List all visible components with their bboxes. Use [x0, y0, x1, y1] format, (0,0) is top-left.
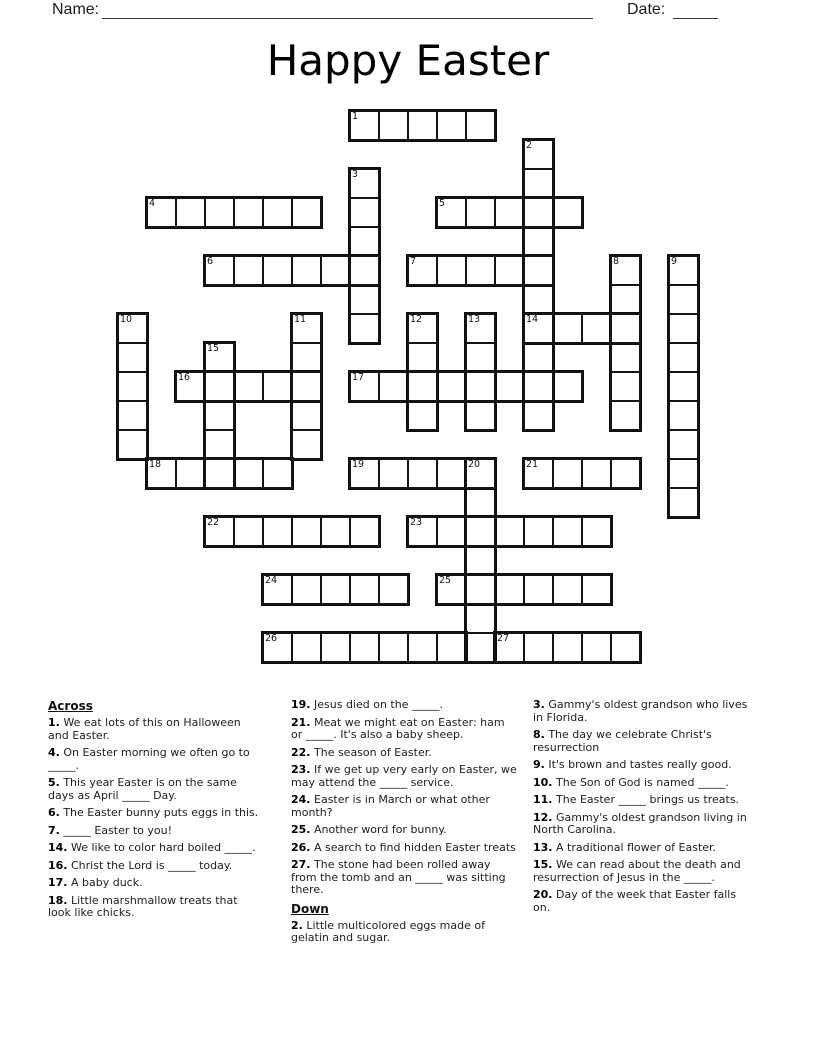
cell-number: 20 [468, 459, 481, 470]
grid-cell[interactable] [523, 197, 554, 228]
name-label: Name: [52, 1, 100, 18]
clue-16: 16. Christ the Lord is _____ today. [48, 858, 233, 872]
grid-cell[interactable] [291, 371, 322, 402]
grid-cell[interactable] [262, 371, 293, 402]
grid-cell[interactable] [552, 458, 583, 489]
page-title: Happy Easter [266, 36, 550, 85]
grid-cell[interactable] [523, 400, 554, 431]
grid-cell[interactable] [407, 400, 438, 431]
grid-cell[interactable] [204, 429, 235, 460]
grid-cell[interactable] [494, 516, 525, 547]
grid-cell[interactable] [117, 371, 148, 402]
grid-cell[interactable] [349, 284, 380, 315]
grid-cell[interactable] [465, 487, 496, 518]
grid-cell[interactable] [523, 371, 554, 402]
grid-cell[interactable] [465, 371, 496, 402]
grid-cell[interactable] [262, 516, 293, 547]
grid-cell[interactable] [523, 574, 554, 605]
grid-cell[interactable] [465, 342, 496, 373]
grid-cell[interactable] [320, 255, 351, 286]
grid-cell[interactable] [349, 516, 380, 547]
cell-number: 15 [207, 343, 220, 354]
grid-cell[interactable] [233, 516, 264, 547]
cell-number: 21 [526, 459, 539, 470]
grid-cell[interactable] [407, 458, 438, 489]
grid-cell[interactable] [204, 197, 235, 228]
clue-22: 22. The season of Easter. [291, 745, 432, 759]
grid-cell[interactable] [610, 342, 641, 373]
grid-cell[interactable] [349, 313, 380, 344]
grid-cell[interactable] [291, 574, 322, 605]
clue-5: 5. This year Easter is on the same days as April _____ Day. [48, 776, 237, 802]
grid-cell[interactable] [262, 458, 293, 489]
cell-number: 14 [526, 314, 539, 325]
grid-cell[interactable] [523, 342, 554, 373]
grid-cell[interactable] [523, 226, 554, 257]
cell-number: 26 [265, 633, 278, 644]
clue-column-3 [533, 699, 749, 919]
grid-cell[interactable] [436, 110, 467, 141]
clue-12: 12. Gammy's oldest grandson living in North Carolina. [533, 810, 747, 836]
grid-cell[interactable] [117, 342, 148, 373]
grid-cell[interactable] [117, 429, 148, 460]
cell-number: 12 [410, 314, 423, 325]
grid-cell[interactable] [523, 632, 554, 663]
grid-cell[interactable] [175, 458, 206, 489]
cell-number: 16 [178, 372, 191, 383]
grid-cell[interactable] [552, 632, 583, 663]
grid-cell[interactable] [262, 197, 293, 228]
clue-heading-across: Across [48, 699, 93, 713]
clue-25: 25. Another word for bunny. [291, 823, 447, 836]
cell-number: 9 [671, 256, 678, 267]
clue-9: 9. It's brown and tastes really good. [533, 758, 732, 771]
grid-cell[interactable] [465, 255, 496, 286]
grid-cell[interactable] [349, 574, 380, 605]
grid-cell[interactable] [407, 632, 438, 663]
clue-11: 11. The Easter _____ brings us treats. [533, 793, 740, 806]
clue-21: 21. Meat we might eat on Easter: ham or _____. It's also a baby sheep. [291, 715, 505, 741]
grid-cell[interactable] [494, 197, 525, 228]
grid-cell[interactable] [204, 371, 235, 402]
grid-cell[interactable] [291, 342, 322, 373]
cell-number: 27 [497, 633, 510, 644]
clue-19: 19. Jesus died on the _____. [291, 698, 443, 711]
grid-cell[interactable] [291, 429, 322, 460]
grid-cell[interactable] [378, 458, 409, 489]
grid-cell[interactable] [668, 371, 699, 402]
grid-cell[interactable] [668, 342, 699, 373]
clue-6: 6. The Easter bunny puts eggs in this. [48, 806, 259, 819]
grid-cell[interactable] [175, 197, 206, 228]
grid-cell[interactable] [233, 197, 264, 228]
grid-cell[interactable] [291, 516, 322, 547]
clue-20: 20. Day of the week that Easter falls on. [533, 888, 737, 914]
grid-cell[interactable] [233, 371, 264, 402]
cell-number: 5 [439, 198, 446, 209]
clue-2: 2. Little multicolored eggs made of gelatin and sugar. [291, 918, 485, 944]
grid-cell[interactable] [581, 458, 612, 489]
grid-cell[interactable] [291, 632, 322, 663]
clue-1: 1. We eat lots of this on Halloween and Easter. [48, 716, 241, 742]
grid-cell[interactable] [407, 110, 438, 141]
clue-8: 8. The day we celebrate Christ's resurrection [533, 728, 712, 754]
grid-cell[interactable] [378, 371, 409, 402]
grid-cell[interactable] [291, 255, 322, 286]
grid-cell[interactable] [465, 545, 496, 576]
grid-cell[interactable] [436, 516, 467, 547]
grid-cell[interactable] [320, 516, 351, 547]
grid-cell[interactable] [523, 168, 554, 199]
cell-number: 10 [120, 314, 133, 325]
grid-cell[interactable] [349, 197, 380, 228]
grid-cell[interactable] [610, 400, 641, 431]
clue-column-2 [291, 699, 519, 950]
clue-3: 3. Gammy's oldest grandson who lives in Florida. [533, 698, 748, 724]
clue-26: 26. A search to find hidden Easter treats [291, 840, 516, 854]
grid-cell[interactable] [581, 574, 612, 605]
grid-cell[interactable] [610, 371, 641, 402]
grid-cell[interactable] [436, 632, 467, 663]
grid-cell[interactable] [552, 574, 583, 605]
grid-cell[interactable] [436, 255, 467, 286]
cell-number: 19 [352, 459, 365, 470]
grid-cell[interactable] [552, 516, 583, 547]
grid-cell[interactable] [581, 516, 612, 547]
grid-cell[interactable] [320, 632, 351, 663]
grid-cell[interactable] [523, 516, 554, 547]
grid-cell[interactable] [465, 400, 496, 431]
date-label: Date: [627, 1, 666, 18]
cell-number: 24 [265, 575, 278, 586]
clue-27: 27. The stone had been rolled away from the tomb and an _____ was sitting there. [291, 858, 506, 896]
cell-number: 3 [352, 169, 359, 180]
grid-cell[interactable] [552, 197, 583, 228]
grid-cell[interactable] [465, 603, 496, 634]
grid-cell[interactable] [407, 342, 438, 373]
clue-17: 17. A baby duck. [48, 876, 143, 889]
cell-number: 18 [149, 459, 162, 470]
grid-cell[interactable] [494, 371, 525, 402]
grid-cell[interactable] [233, 458, 264, 489]
grid-cell[interactable] [349, 255, 380, 286]
grid-cell[interactable] [465, 516, 496, 547]
grid-cell[interactable] [349, 632, 380, 663]
grid-cell[interactable] [204, 400, 235, 431]
grid-cell[interactable] [233, 255, 264, 286]
grid-cell[interactable] [668, 284, 699, 315]
clue-heading-down: Down [291, 901, 329, 916]
grid-cell[interactable] [465, 197, 496, 228]
grid-cell[interactable] [465, 574, 496, 605]
cell-number: 22 [207, 517, 220, 528]
grid-cell[interactable] [465, 110, 496, 141]
cell-number: 6 [207, 256, 214, 267]
grid-cell[interactable] [291, 400, 322, 431]
clue-13: 13. A traditional flower of Easter. [533, 840, 717, 854]
cell-number: 11 [294, 314, 307, 325]
grid-cell[interactable] [668, 487, 699, 518]
grid-cell[interactable] [494, 574, 525, 605]
cell-number: 25 [439, 575, 452, 586]
grid-cell[interactable] [610, 458, 641, 489]
grid-cell[interactable] [523, 284, 554, 315]
grid-cell[interactable] [552, 313, 583, 344]
grid-cell[interactable] [668, 313, 699, 344]
grid-cell[interactable] [552, 371, 583, 402]
grid-cell[interactable] [204, 458, 235, 489]
clue-15: 15. We can read about the death and resurrection of Jesus in the _____. [533, 858, 741, 884]
grid-cell[interactable] [465, 632, 496, 663]
clue-18: 18. Little marshmallow treats that look like chicks. [48, 893, 238, 919]
grid-cell[interactable] [378, 110, 409, 141]
cell-number: 2 [526, 140, 533, 151]
grid-cell[interactable] [581, 313, 612, 344]
grid-cell[interactable] [349, 226, 380, 257]
grid-cell[interactable] [436, 371, 467, 402]
cell-number: 13 [468, 314, 481, 325]
grid-cell[interactable] [320, 574, 351, 605]
cell-number: 8 [613, 256, 620, 267]
grid-cell[interactable] [610, 313, 641, 344]
grid-cell[interactable] [523, 255, 554, 286]
grid-cell[interactable] [262, 255, 293, 286]
clue-23: 23. If we get up very early on Easter, we may attend the _____ service. [291, 763, 517, 789]
cell-number: 7 [410, 256, 417, 267]
clue-7: 7. _____ Easter to you! [48, 823, 173, 837]
grid-cell[interactable] [117, 400, 148, 431]
cell-number: 4 [149, 198, 156, 209]
grid-cell[interactable] [610, 284, 641, 315]
clue-24: 24. Easter is in March or what other month? [291, 793, 490, 819]
clue-10: 10. The Son of God is named _____. [533, 775, 729, 789]
cell-number: 17 [352, 372, 365, 383]
grid-cell[interactable] [378, 632, 409, 663]
grid-cell[interactable] [581, 632, 612, 663]
grid-cell[interactable] [291, 197, 322, 228]
grid-cell[interactable] [668, 400, 699, 431]
cell-number: 1 [352, 111, 359, 122]
grid-cell[interactable] [407, 371, 438, 402]
grid-cell[interactable] [668, 429, 699, 460]
grid-cell[interactable] [378, 574, 409, 605]
grid-cell[interactable] [610, 632, 641, 663]
grid-cell[interactable] [494, 255, 525, 286]
clue-column-1 [48, 699, 262, 925]
clue-14: 14. We like to color hard boiled _____. [48, 841, 256, 854]
cell-number: 23 [410, 517, 423, 528]
grid-cell[interactable] [668, 458, 699, 489]
clue-4: 4. On Easter morning we often go to _____. [48, 746, 250, 772]
grid-cell[interactable] [436, 458, 467, 489]
